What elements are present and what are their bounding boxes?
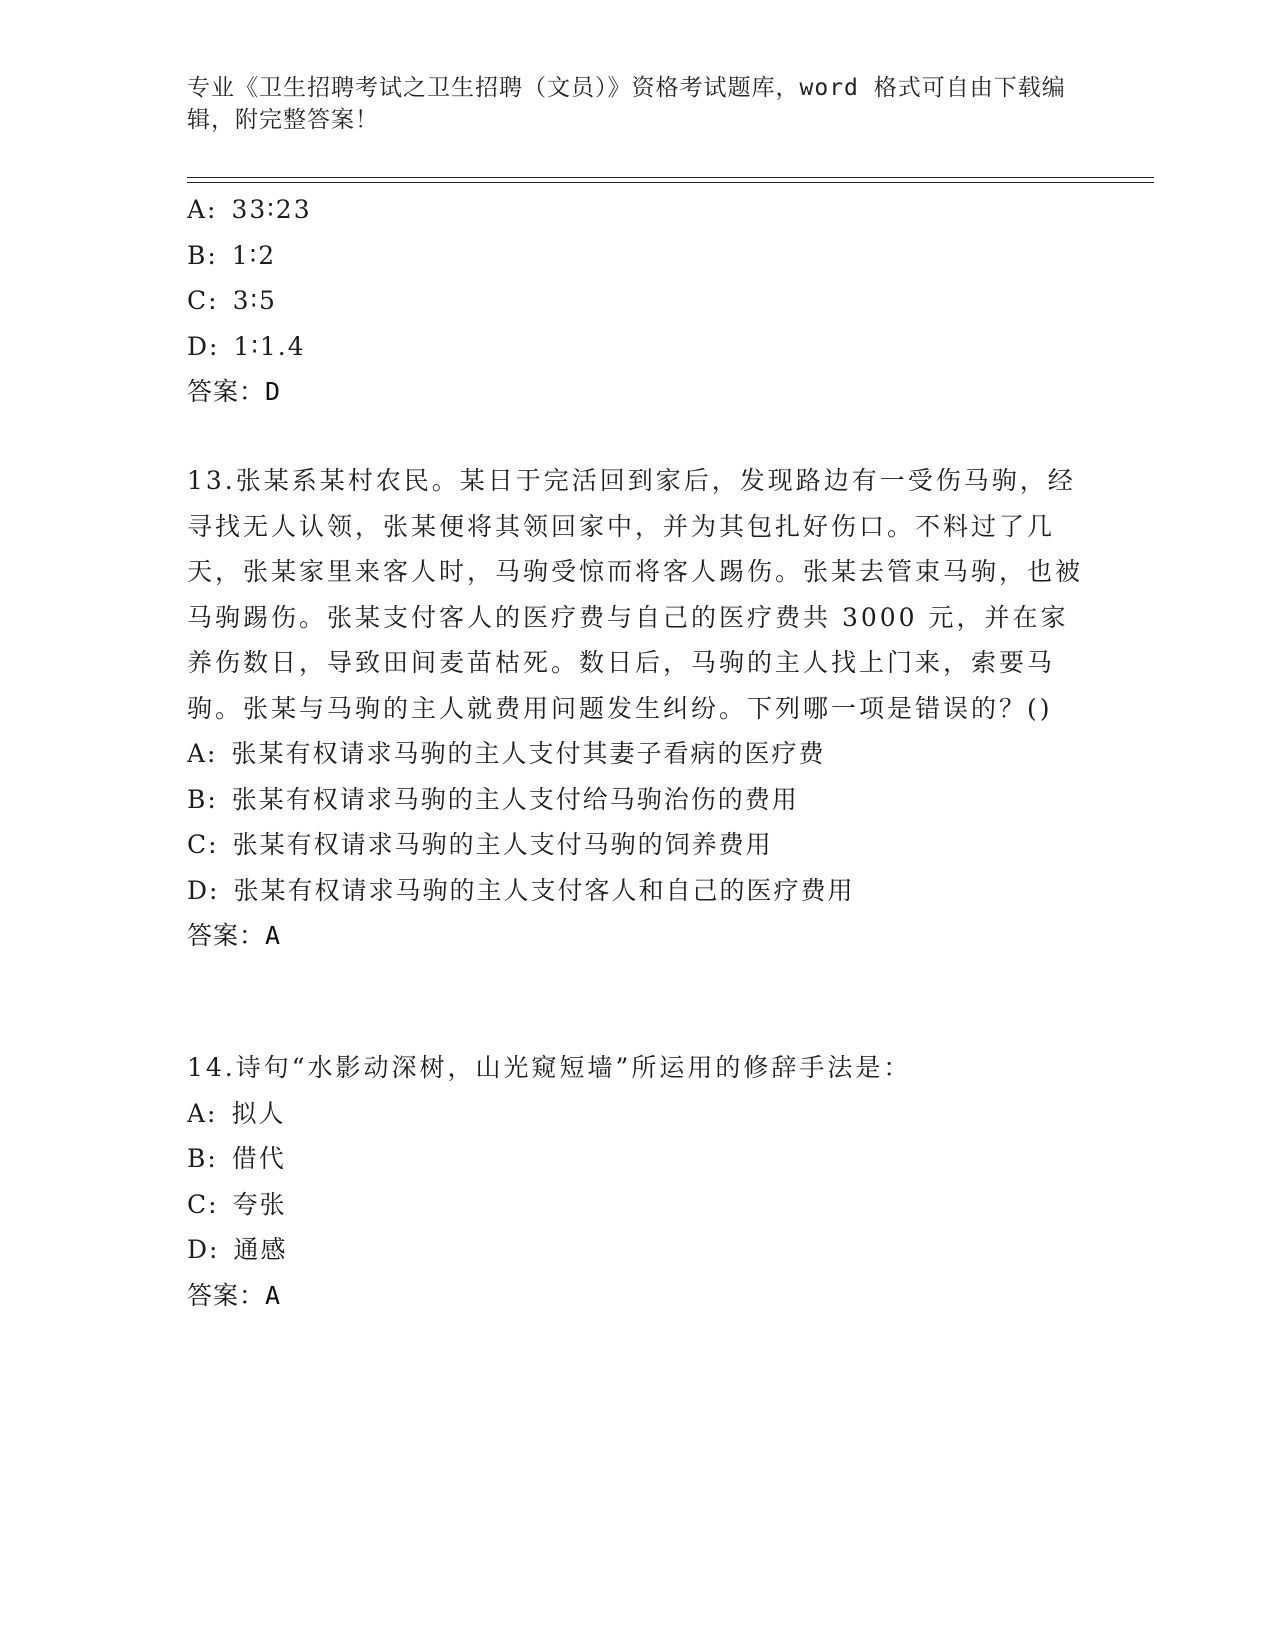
header-rule-top xyxy=(187,177,1154,178)
q14-option-c xyxy=(187,1182,1087,1228)
option-text: 张某有权请求马驹的主人支付马驹的饲养费用 xyxy=(232,830,773,859)
option-text: 拟人 xyxy=(231,1098,286,1128)
question-12-block xyxy=(187,187,1087,415)
option-text: 借代 xyxy=(231,1144,286,1173)
q13-answer: 答案：A xyxy=(187,921,282,950)
option-text: 通感 xyxy=(233,1235,288,1264)
q12-option-b xyxy=(187,233,1087,279)
q13-option-c xyxy=(187,822,1087,868)
option-text: 1∶2 xyxy=(231,240,277,270)
q13-question-text: 13.张某系某村农民。某日于完活回到家后，发现路边有一受伤马驹，经寻找无人认领，张某便将其领回家中，并为其包扎好伤口。不料过了几天，张某家里来客人时，马驹受惊而将客人踢伤。张某去管束马驹，也被马驹踢伤。张某支付客人的医疗费与自己的医疗费共 3000 元，并在家养伤数日，导致田间麦苗枯死。数日后，马驹的主人找上门来，索要马驹。张某与马驹的主人就费用问题发生纠纷。下列哪一项是错误的？() xyxy=(187,466,1084,723)
q14-option-b xyxy=(187,1136,1087,1182)
document-header: 专业《卫生招聘考试之卫生招聘（文员）》资格考试题库，word 格式可自由下载编辑，附完整答案！ xyxy=(187,75,1066,133)
option-text: 张某有权请求马驹的主人支付给马驹治伤的费用 xyxy=(231,784,799,814)
option-label: A: xyxy=(187,739,218,768)
option-label: B: xyxy=(187,240,218,270)
q14-question-text: 14.诗句“水影动深树，山光窥短墙”所运用的修辞手法是： xyxy=(187,1053,912,1082)
option-text: 3∶5 xyxy=(232,286,277,315)
option-text: 张某有权请求马驹的主人支付客人和自己的医疗费用 xyxy=(233,875,855,905)
q14-answer: 答案：A xyxy=(187,1280,282,1310)
q14-option-a xyxy=(187,1091,1087,1137)
q13-option-d xyxy=(187,868,1087,914)
q13-option-b xyxy=(187,777,1087,823)
option-label: B: xyxy=(187,1144,218,1173)
option-label: A: xyxy=(187,1098,218,1128)
header-rule-bottom xyxy=(187,182,1154,183)
q13-option-a xyxy=(187,731,1087,777)
q14-option-d xyxy=(187,1227,1087,1273)
q12-option-c xyxy=(187,278,1087,324)
option-text: 33∶23 xyxy=(231,195,312,224)
option-label: C: xyxy=(187,1189,219,1219)
option-label: B: xyxy=(187,784,218,814)
q12-answer: 答案：D xyxy=(187,377,282,406)
option-label: D: xyxy=(187,1235,220,1264)
option-label: D: xyxy=(187,331,220,361)
option-label: C: xyxy=(187,286,219,315)
option-label: A: xyxy=(187,195,218,224)
question-13-block xyxy=(187,458,1087,959)
question-14-block xyxy=(187,1045,1087,1318)
option-label: D: xyxy=(187,875,220,905)
q12-option-a xyxy=(187,187,1087,233)
option-label: C: xyxy=(187,830,219,859)
option-text: 张某有权请求马驹的主人支付其妻子看病的医疗费 xyxy=(231,739,826,768)
q12-option-d xyxy=(187,324,1087,370)
option-text: 夸张 xyxy=(232,1189,287,1219)
option-text: 1∶1.4 xyxy=(233,331,306,361)
